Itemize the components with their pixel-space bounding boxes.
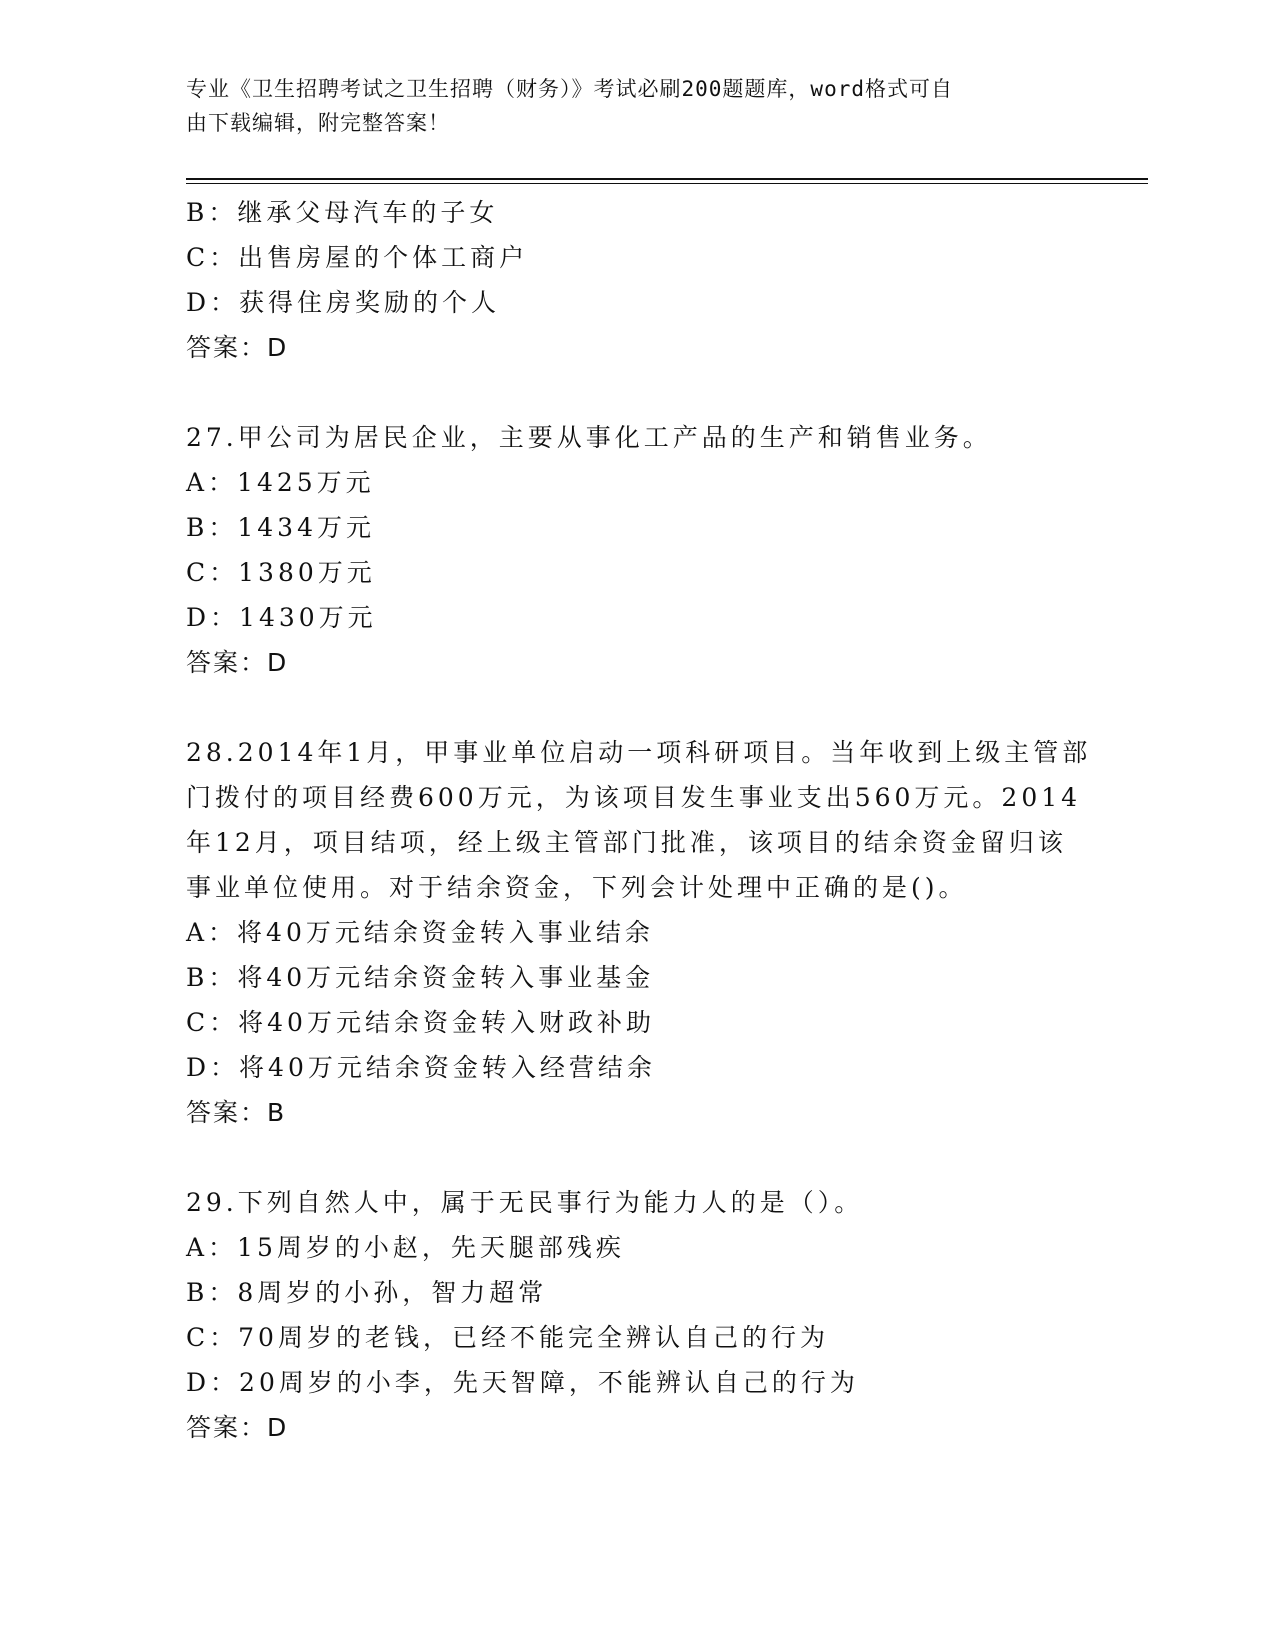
header-rule-thick bbox=[186, 178, 1148, 180]
page-header bbox=[186, 72, 1066, 140]
option-c: C：出售房屋的个体工商户 bbox=[186, 243, 529, 272]
option-c: C：1380万元 bbox=[186, 558, 376, 587]
answer-line: 答案：B bbox=[186, 1098, 287, 1127]
question-stem-line: 28.2014年1月，甲事业单位启动一项科研项目。当年收到上级主管部 bbox=[186, 738, 1092, 767]
option-d: D：将40万元结余资金转入经营结余 bbox=[186, 1053, 656, 1082]
option-d: D：1430万元 bbox=[186, 603, 377, 632]
option-a: A：15周岁的小赵，先天腿部残疾 bbox=[186, 1233, 625, 1262]
question-stem-line: 门拨付的项目经费600万元，为该项目发生事业支出560万元。2014 bbox=[186, 783, 1082, 812]
option-b: B：1434万元 bbox=[186, 513, 375, 542]
option-d: D：20周岁的小李，先天智障，不能辨认自己的行为 bbox=[186, 1368, 859, 1397]
answer-line: 答案：D bbox=[186, 333, 289, 362]
question-27 bbox=[186, 415, 1086, 685]
option-b: B：继承父母汽车的子女 bbox=[186, 198, 499, 227]
question-stem-line: 年12月，项目结项，经上级主管部门批准，该项目的结余资金留归该 bbox=[186, 828, 1067, 857]
question-26 bbox=[186, 190, 1086, 370]
spacer bbox=[186, 370, 1086, 415]
answer-line: 答案：D bbox=[186, 648, 289, 677]
question-stem: 27.甲公司为居民企业，主要从事化工产品的生产和销售业务。 bbox=[186, 423, 992, 452]
question-29 bbox=[186, 1180, 1086, 1450]
header-line-1: 专业《卫生招聘考试之卫生招聘（财务）》考试必刷200题题库，word格式可自 bbox=[186, 77, 953, 101]
question-stem: 29.下列自然人中，属于无民事行为能力人的是（）。 bbox=[186, 1188, 864, 1217]
spacer bbox=[186, 685, 1086, 730]
option-c: C：将40万元结余资金转入财政补助 bbox=[186, 1008, 655, 1037]
option-b: B：8周岁的小孙，智力超常 bbox=[186, 1278, 548, 1307]
question-stem-line: 事业单位使用。对于结余资金，下列会计处理中正确的是()。 bbox=[186, 873, 968, 902]
option-d: D：获得住房奖励的个人 bbox=[186, 288, 501, 317]
option-b: B：将40万元结余资金转入事业基金 bbox=[186, 963, 655, 992]
answer-line: 答案：D bbox=[186, 1413, 289, 1442]
option-c: C：70周岁的老钱，已经不能完全辨认自己的行为 bbox=[186, 1323, 829, 1352]
question-list bbox=[186, 190, 1092, 1450]
header-line-2: 由下载编辑，附完整答案！ bbox=[186, 111, 450, 135]
header-rule-thin bbox=[186, 183, 1148, 184]
option-a: A：将40万元结余资金转入事业结余 bbox=[186, 918, 654, 947]
option-a: A：1425万元 bbox=[186, 468, 375, 497]
question-28 bbox=[186, 730, 1092, 1135]
spacer bbox=[186, 1135, 1086, 1180]
